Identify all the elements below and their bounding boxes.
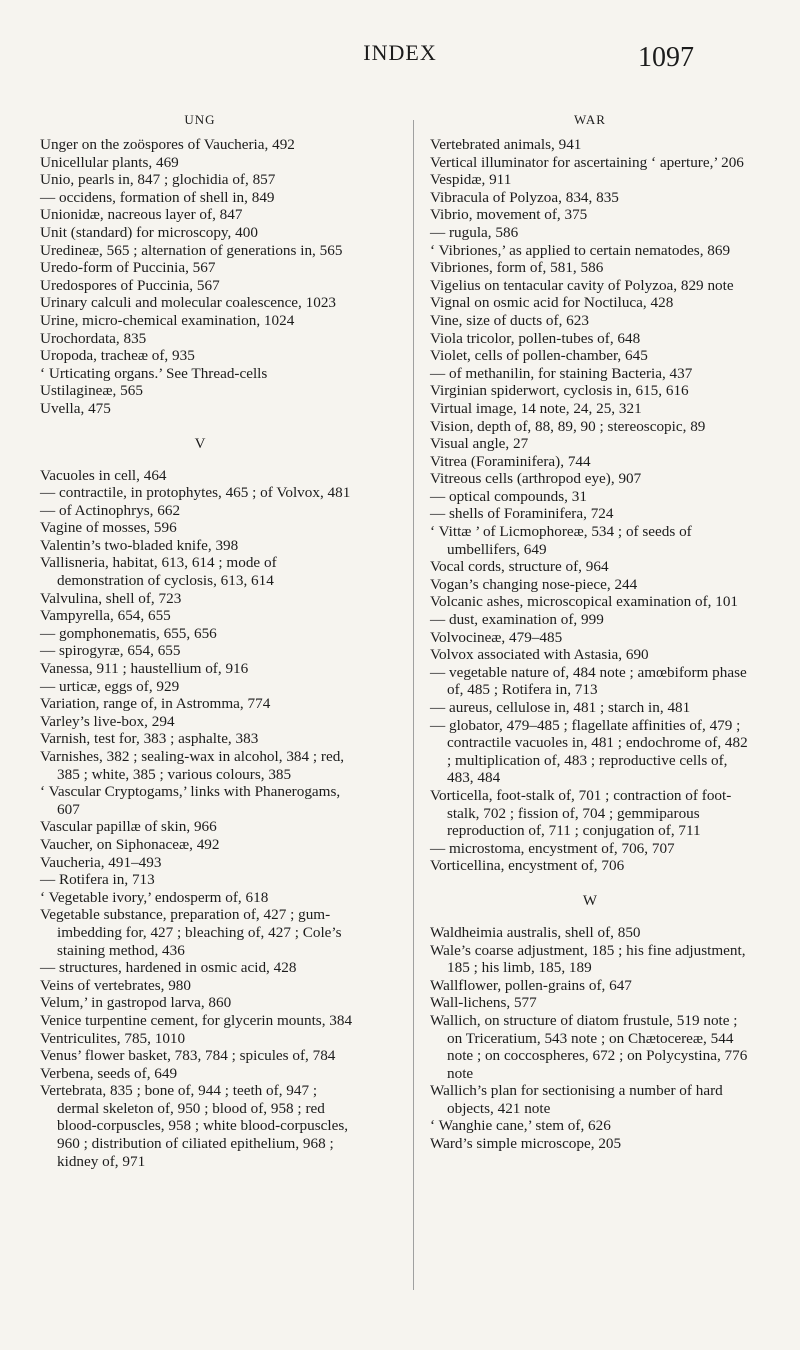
index-entry: Unit (standard) for microscopy, 400: [40, 223, 258, 241]
left-column: [40, 112, 360, 1170]
index-entry: Vibracula of Polyzoa, 834, 835: [430, 188, 619, 206]
index-entry: Violet, cells of pollen-chamber, 645: [430, 347, 648, 365]
index-entry: ‘ Vibriones,’ as applied to certain nematodes, 869: [430, 241, 731, 259]
right-entries-v: [430, 136, 750, 875]
index-entry: Variation, range of, in Astromma, 774: [40, 695, 271, 713]
running-head: INDEX: [363, 40, 437, 65]
index-entry: Ventriculites, 785, 1010: [40, 1029, 186, 1047]
index-entry: Unionidæ, nacreous layer of, 847: [40, 206, 243, 224]
index-entry: Virtual image, 14 note, 24, 25, 321: [430, 399, 642, 417]
right-entries-w: [430, 924, 750, 1153]
index-entry: Unio, pearls in, 847 ; glochidia of, 857: [40, 171, 276, 189]
index-entry: ‘ Vittæ ’ of Licmophoreæ, 534 ; of seeds of umbellifers, 649: [430, 523, 692, 558]
index-entry: — aureus, cellulose in, 481 ; starch in, 481: [430, 699, 691, 716]
index-entry: Vocal cords, structure of, 964: [430, 558, 609, 576]
index-entry: Volvox associated with Astasia, 690: [430, 646, 649, 664]
index-entry: — optical compounds, 31: [430, 487, 587, 505]
index-entry: Vorticellina, encystment of, 706: [430, 857, 625, 875]
index-entry: Unicellular plants, 469: [40, 153, 179, 171]
left-entries-v: [40, 467, 360, 1171]
index-entry: Uredospores of Puccinia, 567: [40, 276, 220, 294]
index-entry: Volcanic ashes, microscopical examination of, 101: [430, 593, 739, 611]
index-entry: — dust, examination of, 999: [430, 611, 604, 629]
index-entry: Uvella, 475: [40, 399, 111, 417]
index-entry: Wale’s coarse adjustment, 185 ; his fine adjustment, 185 ; his limb, 185, 189: [430, 941, 746, 977]
index-entry: Varnish, test for, 383 ; asphalte, 383: [40, 730, 259, 748]
right-column-header: WAR: [574, 112, 606, 127]
column-divider: [413, 120, 414, 1290]
right-column: [430, 112, 750, 1153]
index-entry: — of Actinophrys, 662: [40, 501, 181, 519]
index-entry: Vampyrella, 654, 655: [40, 607, 171, 625]
index-entry: Urinary calculi and molecular coalescence, 1023: [40, 294, 337, 312]
index-entry: Vegetable substance, preparation of, 427 ; gum-imbedding for, 427 ; bleaching of, 427 ; Cole’s staining method, 436: [40, 906, 342, 959]
index-entry: Vanessa, 911 ; haustellium of, 916: [40, 660, 249, 678]
index-entry: Velum,’ in gastropod larva, 860: [40, 994, 232, 1012]
index-entry: Visual angle, 27: [430, 435, 529, 453]
index-entry: Uredineæ, 565 ; alternation of generations in, 565: [40, 241, 343, 259]
index-entry: ‘ Wanghie cane,’ stem of, 626: [430, 1117, 611, 1135]
index-entry: — contractile, in protophytes, 465 ; of Volvox, 481: [40, 484, 351, 502]
index-entry: Waldheimia australis, shell of, 850: [430, 923, 641, 941]
index-entry: ‘ Urticating organs.’ See Thread-cells: [40, 364, 268, 382]
index-entry: Ward’s simple microscope, 205: [430, 1135, 622, 1153]
index-entry: Verbena, seeds of, 649: [40, 1064, 178, 1082]
index-entry: Varley’s live-box, 294: [40, 712, 175, 730]
index-entry: Volvocineæ, 479–485: [430, 628, 563, 646]
index-entry: Vogan’s changing nose-piece, 244: [430, 575, 638, 593]
section-letter-w: W: [582, 892, 598, 909]
index-entry: — shells of Foraminifera, 724: [430, 505, 614, 523]
index-entry: Vision, depth of, 88, 89, 90 ; stereoscopic, 89: [430, 417, 706, 435]
index-entry: Vacuoles in cell, 464: [40, 466, 167, 484]
index-entry: Vespidæ, 911: [430, 171, 512, 189]
index-entry: — urticæ, eggs of, 929: [40, 677, 180, 695]
index-entry: Urochordata, 835: [40, 329, 147, 347]
index-entry: — spirogyræ, 654, 655: [40, 642, 181, 660]
index-entry: Wallich’s plan for sectionising a number of hard objects, 421 note: [430, 1082, 723, 1117]
index-entry: Valvulina, shell of, 723: [40, 589, 182, 607]
index-entry: Venice turpentine cement, for glycerin mounts, 384: [40, 1011, 353, 1029]
index-entry: ‘ Vascular Cryptogams,’ links with Phanerogams, 607: [40, 783, 341, 818]
index-entry: Vagine of mosses, 596: [40, 519, 177, 537]
index-entry: Wall-lichens, 577: [430, 994, 537, 1012]
index-entry: Vorticella, foot-stalk of, 701 ; contraction of foot-stalk, 702 ; fission of, 704 ; gemmiparous reproduction of, 711 ; conjugation of, 711: [430, 786, 732, 840]
index-entry: Vertebrata, 835 ; bone of, 944 ; teeth of, 947 ; dermal skeleton of, 950 ; blood of, 958 ; red blood-corpuscles, 958 ; white blood-corpuscles, 960 ; distribution of ciliated epithelium, 968 ; kidney of, 971: [40, 1082, 349, 1170]
index-entry: Vaucheria, 491–493: [40, 853, 162, 871]
index-entry: Vertebrated animals, 941: [430, 136, 582, 153]
index-entry: Vibriones, form of, 581, 586: [430, 259, 604, 277]
index-entry: Unger on the zoöspores of Vaucheria, 492: [40, 136, 295, 153]
index-entry: — occidens, formation of shell in, 849: [40, 188, 275, 206]
index-entry: Vibrio, movement of, 375: [430, 206, 588, 224]
index-entry: ‘ Vegetable ivory,’ endosperm of, 618: [40, 888, 269, 906]
index-entry: Veins of vertebrates, 980: [40, 976, 191, 994]
index-entry: — Rotifera in, 713: [40, 871, 155, 889]
index-entry: Uropoda, tracheæ of, 935: [40, 347, 195, 365]
index-entry: Vitrea (Foraminifera), 744: [430, 452, 591, 470]
index-entry: Uredo-form of Puccinia, 567: [40, 259, 216, 277]
index-entry: Vigelius on tentacular cavity of Polyzoa, 829 note: [430, 276, 734, 294]
index-entry: Vine, size of ducts of, 623: [430, 311, 589, 329]
index-entry: Viola tricolor, pollen-tubes of, 648: [430, 329, 641, 347]
index-entry: Wallflower, pollen-grains of, 647: [430, 976, 632, 994]
index-entry: Ustilagineæ, 565: [40, 382, 143, 400]
index-entry: Vascular papillæ of skin, 966: [40, 818, 217, 836]
index-entry: Valentin’s two-bladed knife, 398: [40, 536, 239, 554]
left-entries-u: [40, 136, 360, 418]
index-entry: Vallisneria, habitat, 613, 614 ; mode of demonstration of cyclosis, 613, 614: [40, 554, 277, 590]
index-entry: — microstoma, encystment of, 706, 707: [430, 839, 675, 857]
index-entry: Vignal on osmic acid for Noctiluca, 428: [430, 294, 674, 312]
index-entry: — rugula, 586: [430, 223, 519, 241]
index-entry: Virginian spiderwort, cyclosis in, 615, 616: [430, 382, 689, 400]
index-entry: Urine, micro-chemical examination, 1024: [40, 311, 295, 329]
page-number: 1097: [638, 42, 694, 73]
index-entry: — structures, hardened in osmic acid, 428: [40, 959, 297, 977]
index-entry: — gomphonematis, 655, 656: [40, 624, 217, 642]
left-column-header: UNG: [184, 112, 216, 127]
index-entry: Vertical illuminator for ascertaining ‘ aperture,’ 206: [430, 153, 744, 171]
section-letter-v: V: [194, 435, 206, 452]
index-entry: Vaucher, on Siphonaceæ, 492: [40, 835, 220, 853]
index-entry: Varnishes, 382 ; sealing-wax in alcohol, 384 ; red, 385 ; white, 385 ; various colours, 385: [40, 748, 345, 783]
index-entry: Vitreous cells (arthropod eye), 907: [430, 470, 642, 488]
index-entry: — vegetable nature of, 484 note ; amœbiform phase of, 485 ; Rotifera in, 713: [430, 663, 747, 699]
index-entry: Wallich, on structure of diatom frustule, 519 note ; on Triceratium, 543 note ; on Chætocereæ, 544 note ; on coccospheres, 672 ; on Polycystina, 776 note: [430, 1011, 748, 1082]
index-entry: — of methanilin, for staining Bacteria, 437: [430, 364, 693, 382]
index-entry: — globator, 479–485 ; flagellate affinities of, 479 ; contractile vacuoles in, 481 ; endochrome of, 482 ; multiplication of, 483 ; reproductive cells of, 483, 484: [430, 716, 748, 787]
index-entry: Venus’ flower basket, 783, 784 ; spicules of, 784: [40, 1047, 336, 1065]
